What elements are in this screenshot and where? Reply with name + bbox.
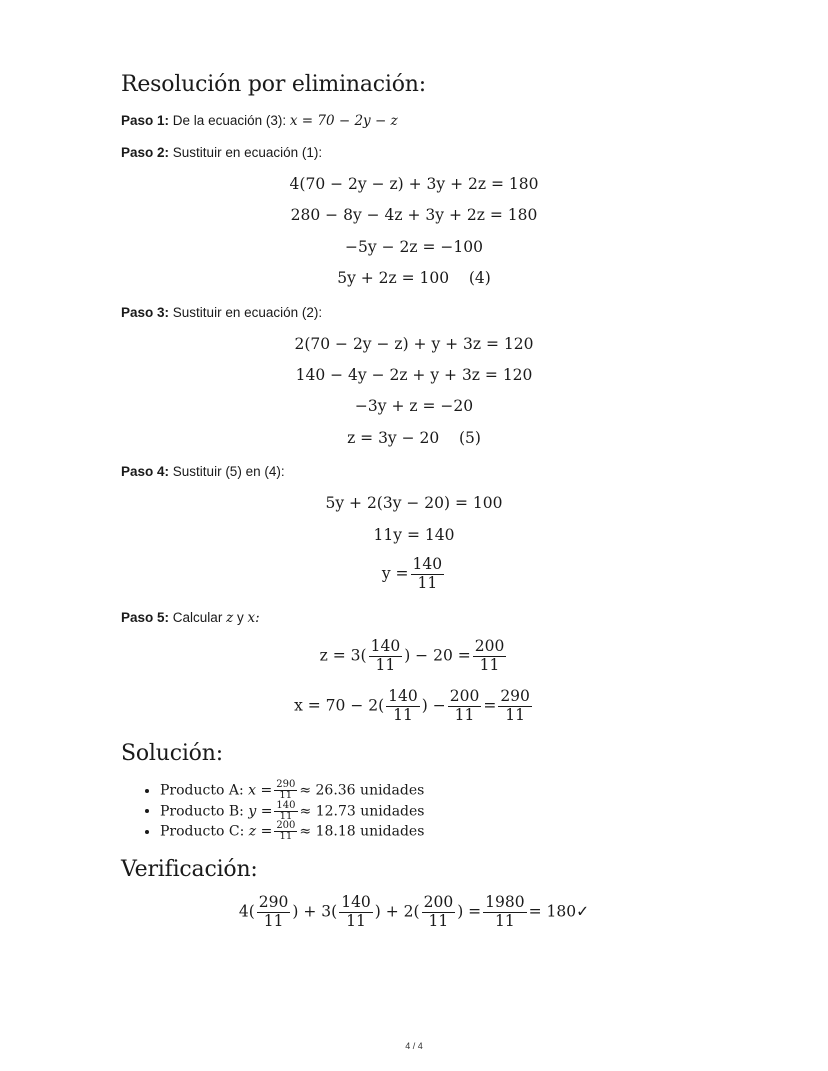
heading-solucion: Solución: (121, 741, 223, 766)
fraction-denominator: 11 (454, 705, 475, 724)
solution-unit: unidades (360, 782, 425, 799)
equation-y-fraction (0, 556, 828, 593)
solution-approx: ≈ 18.18 (299, 823, 356, 840)
fraction-denominator: 11 (505, 705, 525, 724)
list-item (160, 801, 425, 822)
list-item (160, 821, 425, 842)
step-5-label: Paso 5: (121, 610, 170, 625)
fraction (483, 894, 526, 931)
equation-line: 11y = 140 (373, 526, 455, 544)
fraction-numerator: 290 (500, 687, 530, 705)
fraction (448, 688, 482, 725)
equation-line: 140 − 4y − 2z + y + 3z = 120 (295, 366, 533, 384)
equation-part: ) + 2( (374, 902, 420, 921)
step-2-text: Sustituir en ecuación (1): (172, 145, 323, 160)
fraction (274, 801, 297, 822)
solution-var: x = (248, 782, 273, 799)
equation-line: 280 − 8y − 4z + 3y + 2z = 180 (290, 206, 538, 224)
fraction-denominator: 11 (346, 911, 366, 930)
fraction (369, 638, 403, 675)
solution-label: Producto A: (160, 782, 244, 799)
step-1-label: Paso 1: (121, 113, 170, 128)
equation-z (0, 638, 828, 675)
fraction-denominator: 11 (495, 911, 515, 930)
list-item (160, 780, 425, 801)
fraction-numerator: 290 (258, 893, 289, 911)
step-5-var-z: z (226, 610, 234, 626)
fraction (274, 821, 297, 842)
solution-var: z = (248, 823, 273, 840)
equation-part: = (483, 696, 497, 715)
equation-line: 4(70 − 2y − z) + 3y + 2z = 180 (289, 175, 539, 193)
equation-part: z = 3( (319, 646, 367, 665)
step-4 (121, 464, 285, 479)
fraction (257, 894, 291, 931)
step-1 (121, 113, 398, 129)
solution-approx: ≈ 12.73 (299, 803, 356, 819)
step-1-text: De la ecuación (3): (172, 113, 287, 128)
solution-label: Producto B: (160, 803, 244, 819)
heading-resolucion: Resolución por eliminación: (121, 72, 426, 97)
fraction-numerator: 140 (370, 637, 401, 655)
fraction (386, 688, 420, 725)
fraction-numerator: 200 (276, 820, 296, 831)
equation-part: ) − 20 = (404, 646, 471, 665)
step-3-label: Paso 3: (121, 305, 170, 320)
fraction-denominator: 11 (279, 810, 293, 822)
equation-part: y = (381, 564, 409, 583)
step-2 (121, 145, 322, 160)
step-5-conj: y (236, 610, 244, 625)
solution-unit: unidades (360, 803, 425, 819)
fraction-denominator: 11 (393, 705, 413, 724)
step-5-text: Calcular (172, 610, 223, 625)
step-4-text: Sustituir (5) en (4): (172, 464, 285, 479)
heading-verificacion: Verificación: (121, 857, 258, 882)
fraction-numerator: 1980 (485, 893, 525, 911)
step-2-label: Paso 2: (121, 145, 170, 160)
fraction-numerator: 200 (423, 893, 454, 911)
step-5-var-x: x: (247, 610, 260, 626)
equation-part: 4( (238, 902, 255, 921)
fraction-numerator: 200 (474, 637, 505, 655)
step-5 (121, 610, 260, 626)
equation-part: ) − (421, 696, 446, 715)
solution-approx: ≈ 26.36 (299, 782, 356, 799)
fraction (274, 780, 297, 801)
fraction-numerator: 200 (449, 687, 480, 705)
fraction (498, 688, 532, 725)
equation-line: 5y + 2z = 100 (4) (337, 269, 491, 287)
step-3-text: Sustituir en ecuación (2): (172, 305, 323, 320)
solution-unit: unidades (360, 823, 425, 840)
verification-equation (0, 894, 828, 931)
equation-part: x = 70 − 2( (294, 696, 385, 715)
equation-x (0, 688, 828, 725)
equation-line: −5y − 2z = −100 (345, 238, 483, 256)
equation-line: −3y + z = −20 (354, 397, 474, 415)
fraction-denominator: 11 (279, 790, 293, 801)
fraction (473, 638, 507, 675)
page-number: 4 / 4 (405, 1041, 423, 1051)
fraction-denominator: 11 (263, 911, 284, 930)
fraction-denominator: 11 (417, 573, 438, 592)
fraction-denominator: 11 (479, 655, 500, 674)
fraction (339, 894, 373, 931)
fraction-numerator: 290 (276, 779, 296, 790)
equation-line: 5y + 2(3y − 20) = 100 (325, 494, 503, 512)
fraction-denominator: 11 (375, 655, 396, 674)
step-4-label: Paso 4: (121, 464, 170, 479)
equation-line: 2(70 − 2y − z) + y + 3z = 120 (294, 335, 534, 353)
fraction-numerator: 140 (341, 893, 371, 911)
fraction-denominator: 11 (428, 911, 449, 930)
equation-part: = 180✓ (528, 902, 590, 921)
fraction (422, 894, 456, 931)
fraction-numerator: 140 (388, 687, 418, 705)
fraction (411, 556, 445, 593)
solution-list (140, 780, 425, 842)
equation-part: ) = (457, 902, 482, 921)
fraction-numerator: 140 (412, 555, 443, 573)
step-1-math: x = 70 − 2y − z (289, 113, 398, 129)
solution-label: Producto C: (160, 823, 245, 840)
step-3 (121, 305, 322, 320)
solution-var: y = (248, 803, 273, 819)
equation-part: ) + 3( (292, 902, 338, 921)
fraction-numerator: 140 (276, 799, 296, 811)
equation-line: z = 3y − 20 (5) (347, 429, 481, 447)
fraction-denominator: 11 (279, 831, 293, 842)
